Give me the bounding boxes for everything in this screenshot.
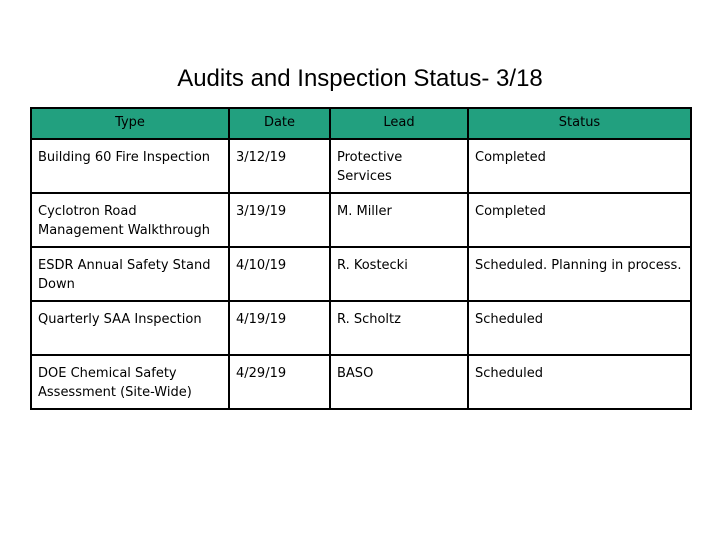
- cell-status: Scheduled: [468, 355, 691, 409]
- column-header-type: Type: [31, 108, 229, 139]
- cell-lead: R. Scholtz: [330, 301, 468, 355]
- cell-date: 4/10/19: [229, 247, 330, 301]
- table-row: [31, 247, 691, 301]
- column-header-status: Status: [468, 108, 691, 139]
- cell-lead: M. Miller: [330, 193, 468, 247]
- cell-type: Building 60 Fire Inspection: [31, 139, 229, 193]
- audit-status-table: [30, 107, 692, 410]
- cell-type: ESDR Annual Safety Stand Down: [31, 247, 229, 301]
- table-header-row: [31, 108, 691, 139]
- page-title: Audits and Inspection Status- 3/18: [177, 65, 543, 92]
- table-row: [31, 355, 691, 409]
- cell-type: Quarterly SAA Inspection: [31, 301, 229, 355]
- table-row: [31, 139, 691, 193]
- cell-lead: Protective Services: [330, 139, 468, 193]
- table-row: [31, 301, 691, 355]
- column-header-lead: Lead: [330, 108, 468, 139]
- cell-date: 4/29/19: [229, 355, 330, 409]
- cell-date: 4/19/19: [229, 301, 330, 355]
- cell-type: DOE Chemical Safety Assessment (Site-Wide): [31, 355, 229, 409]
- cell-status: Scheduled: [468, 301, 691, 355]
- cell-lead: BASO: [330, 355, 468, 409]
- table-row: [31, 193, 691, 247]
- cell-status: Scheduled. Planning in process.: [468, 247, 691, 301]
- column-header-date: Date: [229, 108, 330, 139]
- cell-type: Cyclotron Road Management Walkthrough: [31, 193, 229, 247]
- cell-date: 3/12/19: [229, 139, 330, 193]
- cell-status: Completed: [468, 193, 691, 247]
- cell-status: Completed: [468, 139, 691, 193]
- cell-lead: R. Kostecki: [330, 247, 468, 301]
- cell-date: 3/19/19: [229, 193, 330, 247]
